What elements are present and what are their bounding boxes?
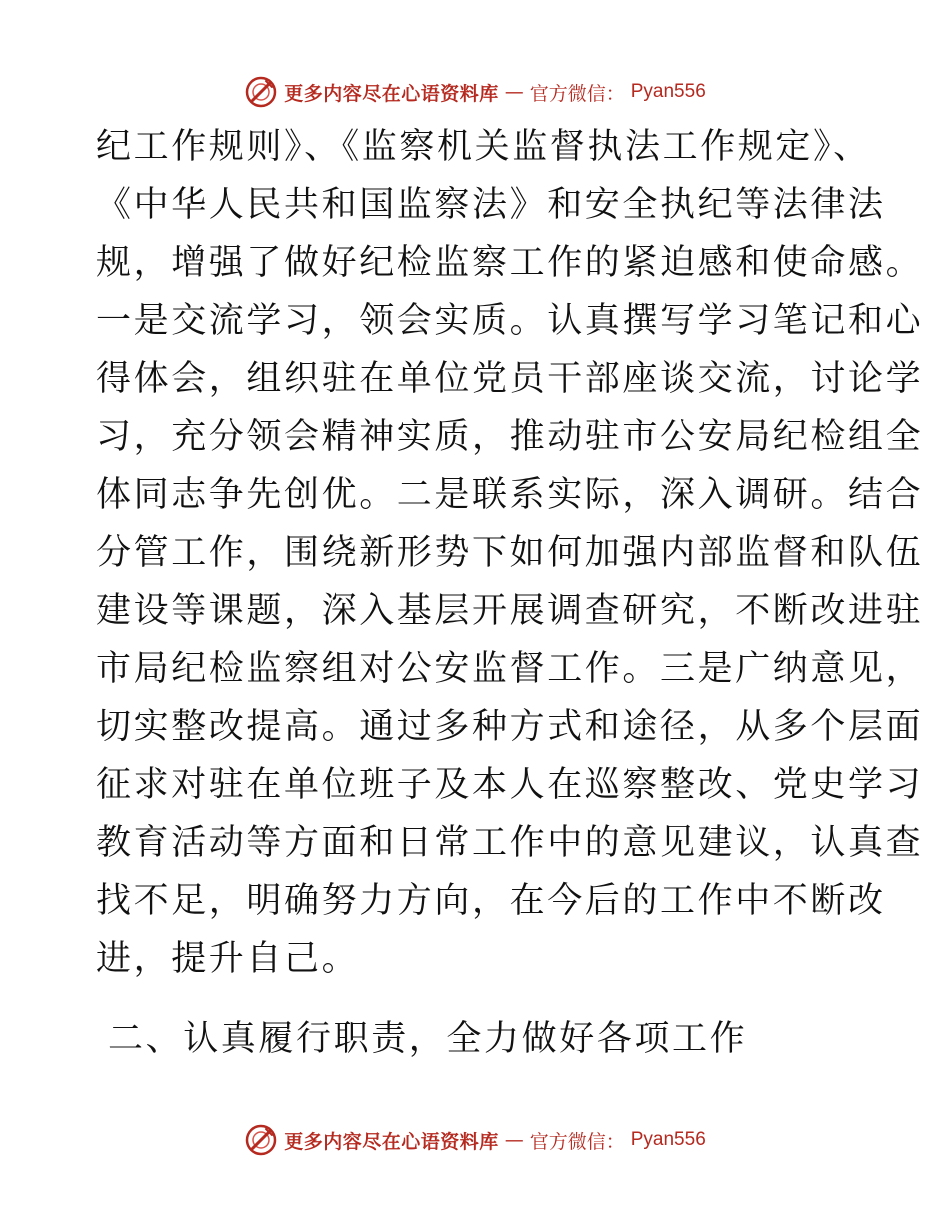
section-heading: 二、认真履行职责，全力做好各项工作: [108, 1019, 748, 1059]
watermark-dash: —: [504, 1129, 524, 1151]
header-watermark: [0, 70, 950, 114]
watermark-contact-label: 官方微信：: [529, 1130, 625, 1153]
body-line: 一是交流学习，领会实质。认真撰写学习笔记和心: [96, 301, 924, 341]
watermark-contact-id: Pyan556: [630, 1129, 706, 1150]
document-body: [96, 118, 924, 988]
body-line: 纪工作规则》、《监察机关监督执法工作规定》、: [96, 127, 871, 167]
watermark-dash: —: [504, 81, 524, 103]
body-line: 建设等课题，深入基层开展调查研究，不断改进驻: [96, 591, 924, 631]
body-line: 找不足，明确努力方向，在今后的工作中不断改: [96, 881, 886, 921]
body-line: 习，充分领会精神实质，推动驻市公安局纪检组全: [96, 417, 924, 457]
body-line: 进，提升自己。: [96, 939, 360, 979]
watermark-contact-id: Pyan556: [630, 81, 706, 102]
body-line: 规，增强了做好纪检监察工作的紧迫感和使命感。: [96, 243, 924, 283]
body-line: 教育活动等方面和日常工作中的意见建议，认真查: [96, 823, 924, 863]
footer-watermark: [0, 1118, 950, 1162]
body-line: 征求对驻在单位班子及本人在巡察整改、党史学习: [96, 765, 924, 805]
watermark-brand-text: 更多内容尽在心语资料库: [284, 1130, 499, 1153]
body-line: 分管工作，围绕新形势下如何加强内部监督和队伍: [96, 533, 924, 573]
circular-seal-logo-icon: [244, 75, 278, 109]
watermark-brand-text: 更多内容尽在心语资料库: [284, 82, 499, 105]
body-line: 得体会，组织驻在单位党员干部座谈交流，讨论学: [96, 359, 924, 399]
circular-seal-logo-icon: [244, 1123, 278, 1157]
body-line: 体同志争先创优。二是联系实际，深入调研。结合: [96, 475, 924, 515]
body-line: 市局纪检监察组对公安监督工作。三是广纳意见，: [96, 649, 924, 689]
body-line: 切实整改提高。通过多种方式和途径，从多个层面: [96, 707, 924, 747]
body-line: 《中华人民共和国监察法》和安全执纪等法律法: [96, 185, 886, 225]
watermark-contact-label: 官方微信：: [529, 82, 625, 105]
